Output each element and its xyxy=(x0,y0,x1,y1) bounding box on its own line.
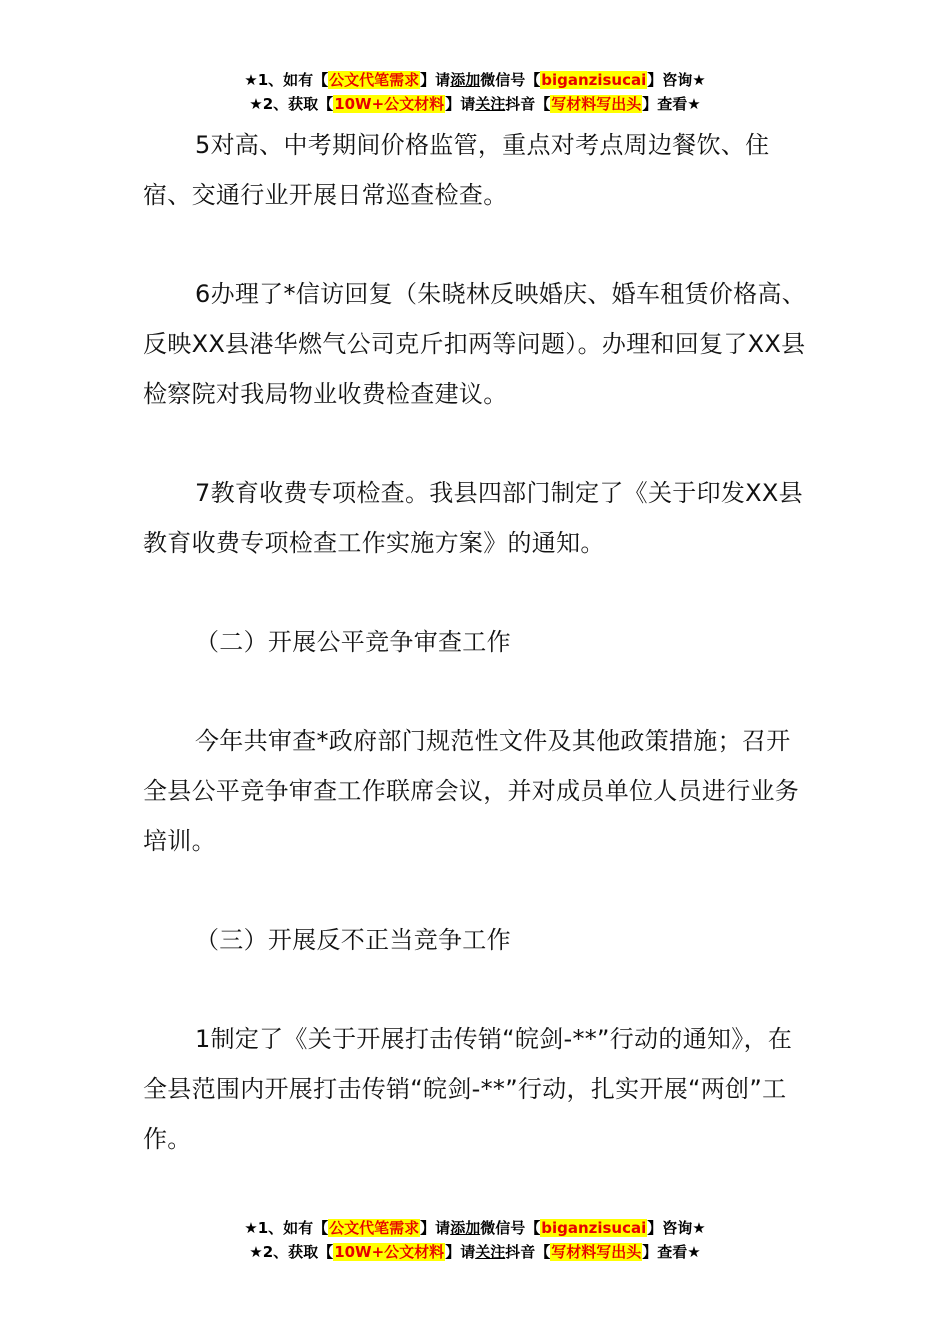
paragraph-fair-competition: 今年共审查*政府部门规范性文件及其他政策措施；召开全县公平竞争审查工作联席会议，并对成员单位人员进行业务培训。 xyxy=(143,727,800,855)
banner-text: 】请 xyxy=(445,95,476,113)
section-heading-2: （二）开展公平竞争审查工作 xyxy=(195,628,511,656)
banner-text: 抖音【 xyxy=(505,1243,551,1261)
banner-text: ★1、如有【 xyxy=(244,71,329,89)
banner-line-2 xyxy=(0,92,950,116)
footer-banner xyxy=(0,1216,950,1264)
banner-underlined-text: 关注 xyxy=(475,95,506,113)
banner-text: 】请 xyxy=(445,1243,476,1261)
paragraph-gap xyxy=(143,419,811,468)
paragraph-7: 7教育收费专项检查。我县四部门制定了《关于印发XX县教育收费专项检查工作实施方案》的通知。 xyxy=(143,479,803,557)
banner-text: 】查看★ xyxy=(642,1243,701,1261)
banner-highlight: biganzisucai xyxy=(541,71,647,89)
banner-text: ★2、获取【 xyxy=(249,95,334,113)
banner-underlined-text: 添加 xyxy=(450,71,481,89)
section-heading-3: （三）开展反不正当竞争工作 xyxy=(195,926,511,954)
banner-text: 】咨询★ xyxy=(647,1219,706,1237)
paragraph-gap xyxy=(143,667,811,716)
header-banner xyxy=(0,68,950,116)
paragraph-anti-pyramid: 1制定了《关于开展打击传销“皖剑-**”行动的通知》，在全县范围内开展打击传销“皖剑-**”行动，扎实开展“两创”工作。 xyxy=(143,1025,793,1153)
banner-text: ★2、获取【 xyxy=(249,1243,334,1261)
banner-text: 微信号【 xyxy=(480,1219,541,1237)
banner-highlight: 公文代笔需求 xyxy=(329,1219,420,1237)
banner-line-1 xyxy=(0,68,950,92)
paragraph-gap xyxy=(143,220,811,269)
banner-line-1 xyxy=(0,1216,950,1240)
banner-highlight: 10W+公文材料 xyxy=(334,95,445,113)
banner-text: 微信号【 xyxy=(480,71,541,89)
paragraph-5: 5对高、中考期间价格监管，重点对考点周边餐饮、住宿、交通行业开展日常巡查检查。 xyxy=(143,131,770,209)
banner-line-2 xyxy=(0,1240,950,1264)
banner-highlight: 10W+公文材料 xyxy=(334,1243,445,1261)
banner-text: 抖音【 xyxy=(505,95,551,113)
banner-text: ★1、如有【 xyxy=(244,1219,329,1237)
banner-highlight: 写材料写出头 xyxy=(551,1243,642,1261)
document-body xyxy=(143,120,811,1164)
banner-text: 】请 xyxy=(420,71,451,89)
banner-highlight: biganzisucai xyxy=(541,1219,647,1237)
paragraph-gap xyxy=(143,965,811,1014)
banner-underlined-text: 添加 xyxy=(450,1219,481,1237)
banner-text: 】查看★ xyxy=(642,95,701,113)
paragraph-gap xyxy=(143,866,811,915)
paragraph-gap xyxy=(143,568,811,617)
banner-text: 】咨询★ xyxy=(647,71,706,89)
paragraph-6: 6办理了*信访回复（朱晓林反映婚庆、婚车租赁价格高、反映XX县港华燃气公司克斤扣两等问题）。办理和回复了XX县检察院对我局物业收费检查建议。 xyxy=(143,280,807,408)
banner-highlight: 公文代笔需求 xyxy=(329,71,420,89)
banner-highlight: 写材料写出头 xyxy=(551,95,642,113)
banner-text: 】请 xyxy=(420,1219,451,1237)
banner-underlined-text: 关注 xyxy=(475,1243,506,1261)
